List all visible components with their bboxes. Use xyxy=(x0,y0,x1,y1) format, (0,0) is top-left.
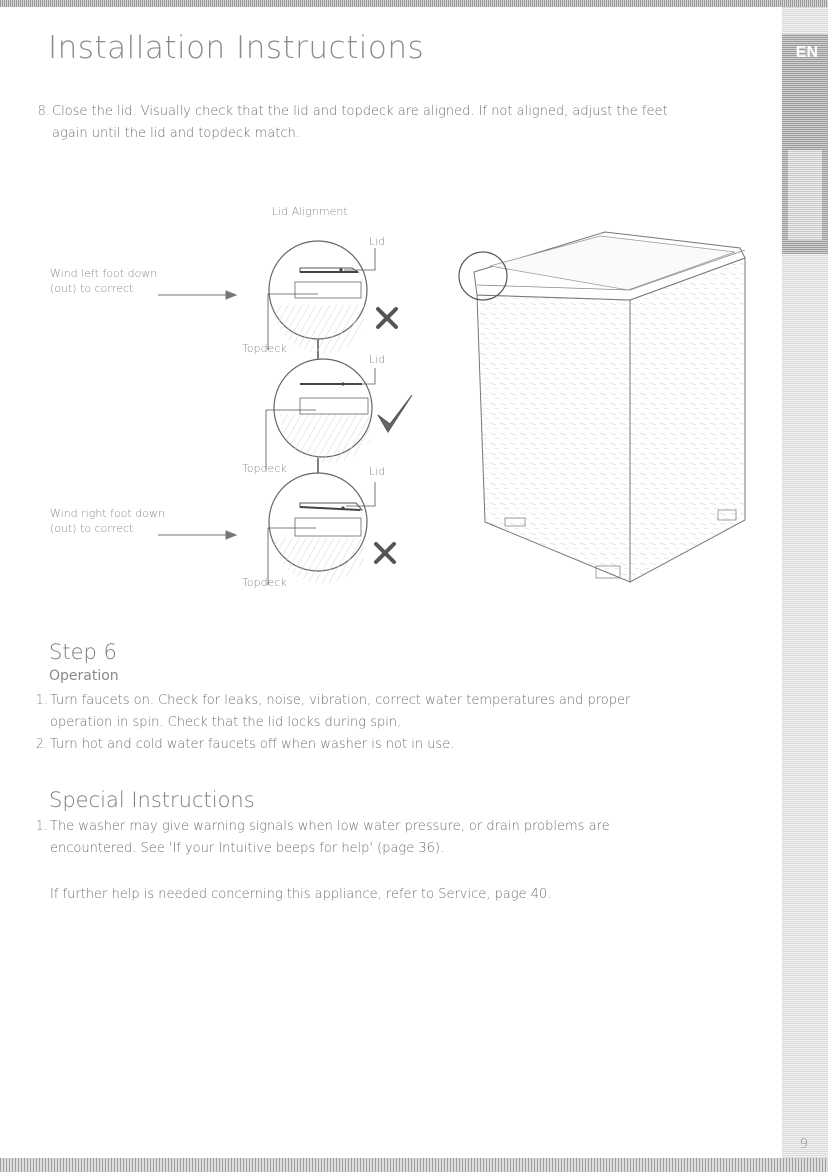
special-item-1 xyxy=(35,816,750,860)
operation-item-2-line-1: Turn hot and cold water faucets off when washer is not in use. xyxy=(50,737,455,752)
figure-caption: Lid Alignment xyxy=(272,205,348,218)
right-foot-instruction-line-1: Wind right foot down xyxy=(50,507,165,520)
page-title: Installation Instructions xyxy=(48,30,425,66)
lid-label-middle: Lid xyxy=(369,353,386,366)
special-instructions-heading: Special Instructions xyxy=(49,788,255,812)
step-6-subheading: Operation xyxy=(49,668,119,684)
detail-circle-misaligned-right xyxy=(268,473,375,585)
cross-icon-top xyxy=(378,309,396,327)
operation-item-2-number: 2. xyxy=(35,737,48,752)
right-foot-arrow xyxy=(158,531,236,539)
page-number: 9 xyxy=(799,1137,808,1152)
scan-edge-bottom xyxy=(0,1158,828,1172)
detail-circle-misaligned-left xyxy=(268,241,375,354)
special-item-1-line-1: The washer may give warning signals when low water pressure, or drain problems are xyxy=(50,819,610,834)
washer-illustration xyxy=(459,232,745,582)
cross-icon-bottom xyxy=(376,544,394,562)
right-foot-instruction-line-2: (out) to correct xyxy=(50,522,134,535)
lid-label-bottom: Lid xyxy=(369,465,386,478)
operation-item-1-line-2: operation in spin. Check that the lid locks during spin. xyxy=(50,715,402,730)
step-6-heading: Step 6 xyxy=(49,640,117,664)
special-item-1-number: 1. xyxy=(35,819,48,834)
lid-label-top: Lid xyxy=(369,235,386,248)
topdeck-label-middle: Topdeck xyxy=(242,462,287,475)
operation-item-1 xyxy=(35,690,750,734)
language-code: EN xyxy=(795,44,818,61)
left-foot-instruction-line-2: (out) to correct xyxy=(50,282,134,295)
operation-item-1-number: 1. xyxy=(35,693,48,708)
detail-circle-aligned xyxy=(266,359,375,470)
topdeck-label-bottom: Topdeck xyxy=(242,576,287,589)
step-8-number: 8. xyxy=(37,104,50,119)
operation-item-1-line-1: Turn faucets on. Check for leaks, noise, vibration, correct water temperatures and proper xyxy=(50,693,631,708)
topdeck-label-top: Topdeck xyxy=(242,342,287,355)
left-foot-arrow xyxy=(158,291,236,299)
special-item-1-line-2: encountered. See 'If your Intuitive beeps for help' (page 36). xyxy=(50,841,445,856)
left-foot-instruction-line-1: Wind left foot down xyxy=(50,267,158,280)
step-8-line-2: again until the lid and topdeck match. xyxy=(52,126,300,141)
operation-item-2 xyxy=(35,734,750,756)
step-8-line-1: Close the lid. Visually check that the lid and topdeck are aligned. If not aligned, adjust the feet xyxy=(52,104,668,119)
service-note: If further help is needed concerning this appliance, refer to Service, page 40. xyxy=(50,887,552,902)
check-icon xyxy=(378,395,412,432)
